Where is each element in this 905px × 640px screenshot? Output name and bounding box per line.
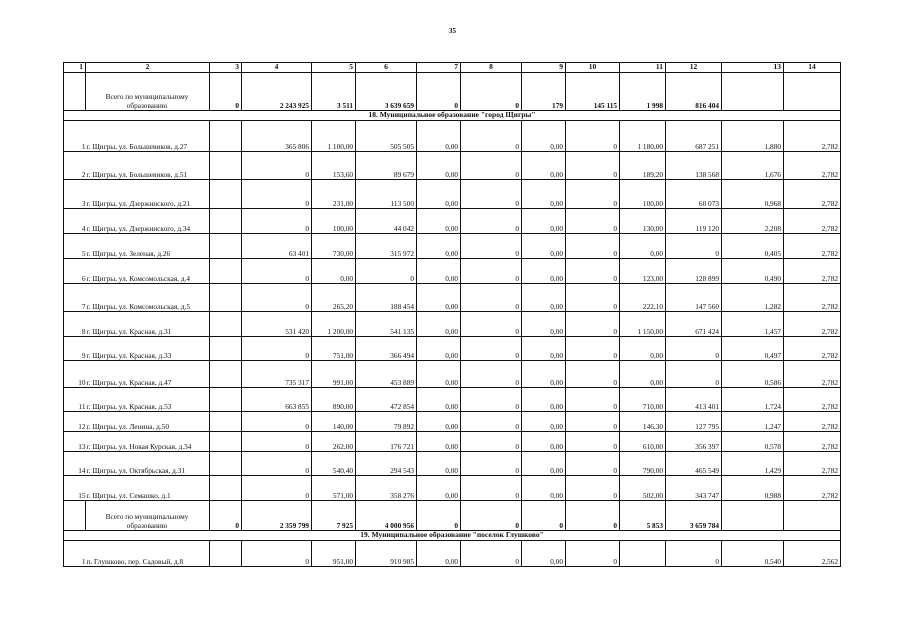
value-cell-c14: 2,782 xyxy=(784,312,841,337)
value-cell-c10: 0 xyxy=(566,180,620,209)
row-number: 14 xyxy=(64,452,86,476)
value-cell-c14: 2,782 xyxy=(784,412,841,432)
value-cell-c4: 0 xyxy=(242,152,312,180)
table-row xyxy=(64,209,841,234)
table-row xyxy=(64,180,841,209)
value-cell-c14: 2,782 xyxy=(784,234,841,259)
address-cell: г. Щигры, ул. Дзержинского, д.21 xyxy=(86,180,210,209)
value-cell-c3 xyxy=(210,180,242,209)
value-cell-c5: 265,20 xyxy=(312,284,356,312)
value-cell-c11: 610,00 xyxy=(620,432,666,452)
total-value-c9: 0 xyxy=(522,501,566,531)
value-cell-c11: 146,30 xyxy=(620,412,666,432)
column-header: 14 xyxy=(784,63,841,73)
value-cell-c11: 1 150,00 xyxy=(620,312,666,337)
total-value-c11: 5 853 xyxy=(620,501,666,531)
value-cell-c4: 531 420 xyxy=(242,312,312,337)
value-cell-c4: 735 317 xyxy=(242,361,312,388)
value-cell-c3 xyxy=(210,412,242,432)
data-table xyxy=(63,62,841,567)
total-value-c9: 179 xyxy=(522,73,566,111)
total-value-c6: 4 000 956 xyxy=(356,501,417,531)
total-value-c13 xyxy=(722,501,784,531)
value-cell-c4: 63 401 xyxy=(242,234,312,259)
value-cell-c11: 0,00 xyxy=(620,337,666,361)
section-title: 18. Муниципальное образование "город Щигры" xyxy=(64,111,841,121)
value-cell-c7: 0,00 xyxy=(417,152,461,180)
value-cell-c12: 356 397 xyxy=(666,432,722,452)
value-cell-c6: 188 454 xyxy=(356,284,417,312)
value-cell-c8: 0 xyxy=(461,412,522,432)
value-cell-c8: 0 xyxy=(461,361,522,388)
value-cell-c8: 0 xyxy=(461,432,522,452)
value-cell-c6: 294 543 xyxy=(356,452,417,476)
value-cell-c11: 710,00 xyxy=(620,388,666,412)
column-header: 2 xyxy=(86,63,210,73)
value-cell-c4: 365 806 xyxy=(242,121,312,152)
value-cell-c4: 0 xyxy=(242,209,312,234)
value-cell-c5: 1 100,00 xyxy=(312,121,356,152)
value-cell-c10: 0 xyxy=(566,476,620,501)
value-cell-c10: 0 xyxy=(566,388,620,412)
value-cell-c9: 0,00 xyxy=(522,388,566,412)
value-cell-c13: 1,429 xyxy=(722,452,784,476)
address-cell: г. Щигры, ул. Комсомольская, д.5 xyxy=(86,284,210,312)
column-header: 8 xyxy=(461,63,522,73)
address-cell: г. Щигры, ул. Ленина, д.50 xyxy=(86,412,210,432)
value-cell-c13: 1,676 xyxy=(722,152,784,180)
address-cell: г. Щигры, ул. Красная, д.53 xyxy=(86,388,210,412)
value-cell-c5: 540,40 xyxy=(312,452,356,476)
address-cell: г. Щигры, ул. Красная, д.31 xyxy=(86,312,210,337)
row-number: 8 xyxy=(64,312,86,337)
column-header: 1 xyxy=(64,63,86,73)
total-value-c7: 0 xyxy=(417,501,461,531)
value-cell-c7: 0,00 xyxy=(417,452,461,476)
row-number: 6 xyxy=(64,259,86,284)
value-cell-c9: 0,00 xyxy=(522,432,566,452)
value-cell-c10: 0 xyxy=(566,452,620,476)
value-cell-c9: 0,00 xyxy=(522,312,566,337)
value-cell-c8: 0 xyxy=(461,284,522,312)
column-number-header xyxy=(64,63,841,73)
table-row xyxy=(64,152,841,180)
value-cell-c13: 1,247 xyxy=(722,412,784,432)
value-cell-c8: 0 xyxy=(461,541,522,567)
value-cell-c6: 366 494 xyxy=(356,337,417,361)
value-cell-c8: 0 xyxy=(461,209,522,234)
column-header: 12 xyxy=(666,63,722,73)
value-cell-c14: 2,782 xyxy=(784,180,841,209)
value-cell-c14: 2,782 xyxy=(784,388,841,412)
value-cell-c10: 0 xyxy=(566,312,620,337)
value-cell-c7: 0,00 xyxy=(417,284,461,312)
table-row xyxy=(64,259,841,284)
value-cell-c10: 0 xyxy=(566,259,620,284)
value-cell-c4: 0 xyxy=(242,180,312,209)
value-cell-c14: 2,782 xyxy=(784,152,841,180)
row-number: 9 xyxy=(64,337,86,361)
value-cell-c3 xyxy=(210,337,242,361)
value-cell-c13: 1,880 xyxy=(722,121,784,152)
value-cell-c5: 751,00 xyxy=(312,337,356,361)
address-cell: г. Щигры, ул. Красная, д.47 xyxy=(86,361,210,388)
table-row xyxy=(64,284,841,312)
total-value-c14 xyxy=(784,501,841,531)
total-value-c8: 0 xyxy=(461,501,522,531)
value-cell-c9: 0,00 xyxy=(522,541,566,567)
value-cell-c6: 79 892 xyxy=(356,412,417,432)
column-header: 4 xyxy=(242,63,312,73)
value-cell-c8: 0 xyxy=(461,337,522,361)
value-cell-c8: 0 xyxy=(461,312,522,337)
value-cell-c5: 0,00 xyxy=(312,259,356,284)
row-number: 11 xyxy=(64,388,86,412)
value-cell-c12: 687 251 xyxy=(666,121,722,152)
address-cell: г. Щигры, ул. Зеленая, д.26 xyxy=(86,234,210,259)
value-cell-c7: 0,00 xyxy=(417,337,461,361)
value-cell-c3 xyxy=(210,452,242,476)
value-cell-c6: 358 276 xyxy=(356,476,417,501)
value-cell-c10: 0 xyxy=(566,541,620,567)
value-cell-c5: 951,00 xyxy=(312,541,356,567)
table-row xyxy=(64,541,841,567)
value-cell-c8: 0 xyxy=(461,452,522,476)
value-cell-c5: 100,00 xyxy=(312,209,356,234)
row-number: 12 xyxy=(64,412,86,432)
value-cell-c5: 231,00 xyxy=(312,180,356,209)
value-cell-c5: 153,60 xyxy=(312,152,356,180)
value-cell-c7: 0,00 xyxy=(417,541,461,567)
table-row xyxy=(64,234,841,259)
value-cell-c4: 0 xyxy=(242,452,312,476)
value-cell-c3 xyxy=(210,432,242,452)
value-cell-c5: 140,00 xyxy=(312,412,356,432)
value-cell-c10: 0 xyxy=(566,234,620,259)
value-cell-c9: 0,00 xyxy=(522,234,566,259)
value-cell-c11: 100,00 xyxy=(620,180,666,209)
column-header: 10 xyxy=(566,63,620,73)
value-cell-c9: 0,00 xyxy=(522,152,566,180)
row-number: 15 xyxy=(64,476,86,501)
total-value-c13 xyxy=(722,73,784,111)
value-cell-c11: 790,00 xyxy=(620,452,666,476)
value-cell-c3 xyxy=(210,152,242,180)
value-cell-c13: 1,724 xyxy=(722,388,784,412)
column-header: 13 xyxy=(722,63,784,73)
value-cell-c4: 0 xyxy=(242,259,312,284)
value-cell-c13: 0,586 xyxy=(722,361,784,388)
row-number: 1 xyxy=(64,541,86,567)
value-cell-c4: 0 xyxy=(242,476,312,501)
row-number: 2 xyxy=(64,152,86,180)
total-value-c11: 1 998 xyxy=(620,73,666,111)
value-cell-c13: 0,540 xyxy=(722,541,784,567)
total-row xyxy=(64,501,841,531)
value-cell-c3 xyxy=(210,209,242,234)
value-cell-c11: 123,00 xyxy=(620,259,666,284)
section-title: 19. Муниципальное образование "поселок Глушково" xyxy=(64,531,841,541)
value-cell-c11: 0,00 xyxy=(620,361,666,388)
value-cell-c5: 991,00 xyxy=(312,361,356,388)
total-value-c10: 0 xyxy=(566,501,620,531)
column-header: 5 xyxy=(312,63,356,73)
total-row xyxy=(64,73,841,111)
value-cell-c3 xyxy=(210,234,242,259)
value-cell-c7: 0,00 xyxy=(417,209,461,234)
value-cell-c14: 2,782 xyxy=(784,284,841,312)
total-value-c7: 0 xyxy=(417,73,461,111)
value-cell-c8: 0 xyxy=(461,152,522,180)
value-cell-c13: 0,968 xyxy=(722,180,784,209)
value-cell-c9: 0,00 xyxy=(522,209,566,234)
value-cell-c7: 0,00 xyxy=(417,312,461,337)
value-cell-c13: 0,405 xyxy=(722,234,784,259)
table-row xyxy=(64,432,841,452)
value-cell-c4: 0 xyxy=(242,284,312,312)
total-value-c10: 145 115 xyxy=(566,73,620,111)
value-cell-c5: 571,00 xyxy=(312,476,356,501)
value-cell-c8: 0 xyxy=(461,121,522,152)
total-value-c3: 0 xyxy=(210,501,242,531)
value-cell-c9: 0,00 xyxy=(522,121,566,152)
value-cell-c13: 1,457 xyxy=(722,312,784,337)
table-row xyxy=(64,312,841,337)
value-cell-c5: 1 200,00 xyxy=(312,312,356,337)
value-cell-c11 xyxy=(620,541,666,567)
value-cell-c3 xyxy=(210,259,242,284)
value-cell-c3 xyxy=(210,312,242,337)
total-value-c12: 3 659 784 xyxy=(666,501,722,531)
value-cell-c7: 0,00 xyxy=(417,180,461,209)
value-cell-c9: 0,00 xyxy=(522,284,566,312)
section-title-row xyxy=(64,531,841,541)
value-cell-c10: 0 xyxy=(566,121,620,152)
table-row xyxy=(64,476,841,501)
table-row xyxy=(64,361,841,388)
address-cell: г. Щигры, ул. Комсомольская, д.4 xyxy=(86,259,210,284)
total-value-c14 xyxy=(784,73,841,111)
value-cell-c5: 890,00 xyxy=(312,388,356,412)
value-cell-c12: 465 549 xyxy=(666,452,722,476)
value-cell-c9: 0,00 xyxy=(522,412,566,432)
total-value-c4: 2 243 925 xyxy=(242,73,312,111)
total-value-c8: 0 xyxy=(461,73,522,111)
value-cell-c6: 453 889 xyxy=(356,361,417,388)
value-cell-c11: 1 180,00 xyxy=(620,121,666,152)
value-cell-c10: 0 xyxy=(566,361,620,388)
value-cell-c14: 2,782 xyxy=(784,121,841,152)
table-row xyxy=(64,121,841,152)
value-cell-c6: 541 135 xyxy=(356,312,417,337)
value-cell-c12: 0 xyxy=(666,361,722,388)
value-cell-c6: 505 505 xyxy=(356,121,417,152)
value-cell-c12: 343 747 xyxy=(666,476,722,501)
value-cell-c13: 1,282 xyxy=(722,284,784,312)
value-cell-c12: 0 xyxy=(666,234,722,259)
value-cell-c10: 0 xyxy=(566,284,620,312)
section-title-row xyxy=(64,111,841,121)
value-cell-c8: 0 xyxy=(461,180,522,209)
value-cell-c14: 2,562 xyxy=(784,541,841,567)
value-cell-c9: 0,00 xyxy=(522,259,566,284)
value-cell-c13: 0,497 xyxy=(722,337,784,361)
value-cell-c6: 176 721 xyxy=(356,432,417,452)
value-cell-c6: 315 972 xyxy=(356,234,417,259)
value-cell-c7: 0,00 xyxy=(417,432,461,452)
value-cell-c7: 0,00 xyxy=(417,234,461,259)
value-cell-c9: 0,00 xyxy=(522,361,566,388)
value-cell-c14: 2,782 xyxy=(784,259,841,284)
row-number-cell xyxy=(64,501,86,531)
row-number: 3 xyxy=(64,180,86,209)
address-cell: г. Щигры, ул. Большевиков, д.51 xyxy=(86,152,210,180)
value-cell-c4: 0 xyxy=(242,432,312,452)
row-number: 5 xyxy=(64,234,86,259)
value-cell-c10: 0 xyxy=(566,432,620,452)
value-cell-c4: 663 855 xyxy=(242,388,312,412)
value-cell-c12: 138 568 xyxy=(666,152,722,180)
row-number: 13 xyxy=(64,432,86,452)
row-number-cell xyxy=(64,73,86,111)
value-cell-c12: 0 xyxy=(666,337,722,361)
total-label: Всего по муниципальному образованию xyxy=(86,501,210,531)
value-cell-c14: 2,782 xyxy=(784,452,841,476)
column-header: 7 xyxy=(417,63,461,73)
value-cell-c9: 0,00 xyxy=(522,476,566,501)
value-cell-c7: 0,00 xyxy=(417,361,461,388)
value-cell-c9: 0,00 xyxy=(522,180,566,209)
value-cell-c9: 0,00 xyxy=(522,337,566,361)
value-cell-c8: 0 xyxy=(461,234,522,259)
value-cell-c12: 0 xyxy=(666,541,722,567)
value-cell-c11: 0,00 xyxy=(620,234,666,259)
row-number: 7 xyxy=(64,284,86,312)
table-row xyxy=(64,452,841,476)
column-header: 6 xyxy=(356,63,417,73)
page-number: 35 xyxy=(449,27,456,35)
row-number: 10 xyxy=(64,361,86,388)
value-cell-c9: 0,00 xyxy=(522,452,566,476)
value-cell-c3 xyxy=(210,361,242,388)
value-cell-c8: 0 xyxy=(461,476,522,501)
value-cell-c6: 44 042 xyxy=(356,209,417,234)
value-cell-c13: 2,208 xyxy=(722,209,784,234)
value-cell-c11: 502,00 xyxy=(620,476,666,501)
row-number: 4 xyxy=(64,209,86,234)
value-cell-c13: 0,490 xyxy=(722,259,784,284)
value-cell-c4: 0 xyxy=(242,337,312,361)
value-cell-c6: 910 985 xyxy=(356,541,417,567)
total-value-c5: 7 925 xyxy=(312,501,356,531)
value-cell-c6: 113 500 xyxy=(356,180,417,209)
value-cell-c14: 2,782 xyxy=(784,476,841,501)
value-cell-c4: 0 xyxy=(242,412,312,432)
value-cell-c14: 2,782 xyxy=(784,432,841,452)
value-cell-c6: 472 854 xyxy=(356,388,417,412)
table-row xyxy=(64,388,841,412)
value-cell-c10: 0 xyxy=(566,209,620,234)
value-cell-c7: 0,00 xyxy=(417,412,461,432)
total-label: Всего по муниципальному образованию xyxy=(86,73,210,111)
value-cell-c10: 0 xyxy=(566,337,620,361)
address-cell: г. Щигры, ул. Новая Курская, д.34 xyxy=(86,432,210,452)
value-cell-c3 xyxy=(210,121,242,152)
address-cell: г. Щигры, ул. Семашко, д.1 xyxy=(86,476,210,501)
value-cell-c14: 2,782 xyxy=(784,361,841,388)
value-cell-c12: 413 401 xyxy=(666,388,722,412)
value-cell-c4: 0 xyxy=(242,541,312,567)
address-cell: г. Щигры, ул. Дзержинского, д.34 xyxy=(86,209,210,234)
value-cell-c5: 262,00 xyxy=(312,432,356,452)
value-cell-c8: 0 xyxy=(461,259,522,284)
address-cell: г. Щигры, ул. Октябрьская, д.31 xyxy=(86,452,210,476)
value-cell-c11: 130,00 xyxy=(620,209,666,234)
value-cell-c6: 0 xyxy=(356,259,417,284)
value-cell-c7: 0,00 xyxy=(417,121,461,152)
value-cell-c7: 0,00 xyxy=(417,388,461,412)
total-value-c3: 0 xyxy=(210,73,242,111)
value-cell-c3 xyxy=(210,284,242,312)
table-row xyxy=(64,412,841,432)
value-cell-c11: 189,20 xyxy=(620,152,666,180)
value-cell-c10: 0 xyxy=(566,412,620,432)
value-cell-c3 xyxy=(210,388,242,412)
row-number: 1 xyxy=(64,121,86,152)
total-value-c5: 3 511 xyxy=(312,73,356,111)
value-cell-c11: 222,10 xyxy=(620,284,666,312)
value-cell-c12: 671 424 xyxy=(666,312,722,337)
value-cell-c8: 0 xyxy=(461,388,522,412)
column-header: 9 xyxy=(522,63,566,73)
address-cell: п. Глушково, пер. Садовый, д.8 xyxy=(86,541,210,567)
value-cell-c3 xyxy=(210,476,242,501)
value-cell-c7: 0,00 xyxy=(417,476,461,501)
address-cell: г. Щигры, ул. Большевиков, д.27 xyxy=(86,121,210,152)
value-cell-c12: 119 120 xyxy=(666,209,722,234)
value-cell-c12: 60 073 xyxy=(666,180,722,209)
value-cell-c3 xyxy=(210,541,242,567)
value-cell-c12: 128 899 xyxy=(666,259,722,284)
value-cell-c13: 0,578 xyxy=(722,432,784,452)
value-cell-c14: 2,782 xyxy=(784,209,841,234)
address-cell: г. Щигры, ул. Красная, д.33 xyxy=(86,337,210,361)
value-cell-c5: 730,00 xyxy=(312,234,356,259)
column-header: 3 xyxy=(210,63,242,73)
column-header: 11 xyxy=(620,63,666,73)
value-cell-c7: 0,00 xyxy=(417,259,461,284)
value-cell-c14: 2,782 xyxy=(784,337,841,361)
value-cell-c12: 147 560 xyxy=(666,284,722,312)
value-cell-c13: 0,988 xyxy=(722,476,784,501)
value-cell-c12: 127 795 xyxy=(666,412,722,432)
value-cell-c10: 0 xyxy=(566,152,620,180)
total-value-c12: 816 404 xyxy=(666,73,722,111)
table-row xyxy=(64,337,841,361)
total-value-c4: 2 359 799 xyxy=(242,501,312,531)
value-cell-c6: 89 679 xyxy=(356,152,417,180)
total-value-c6: 3 639 659 xyxy=(356,73,417,111)
